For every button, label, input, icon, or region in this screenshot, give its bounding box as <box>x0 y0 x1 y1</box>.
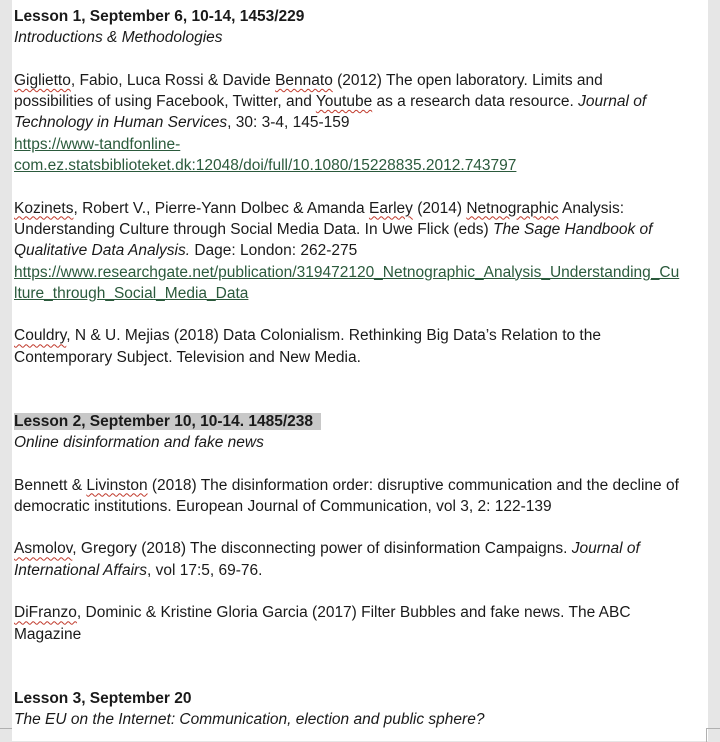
lesson-2-reference-2: Asmolov, Gregory (2018) The disconnecting power of disinformation Campaigns. Journal of International Affairs, vol 17:5, 69-76. <box>14 540 640 579</box>
lesson-2-subtitle: Online disinformation and fake news <box>14 433 264 451</box>
lesson-1-subtitle: Introductions & Methodologies <box>14 29 223 47</box>
reference-link[interactable]: lture_through_Social_Media_Data <box>14 284 249 302</box>
lesson-2-title: Lesson 2, September 10, 10-14. 1485/238 <box>14 413 321 430</box>
misspelled-word[interactable]: DiFranzo <box>14 604 77 622</box>
lesson-1-reference-2: Kozinets, Robert V., Pierre-Yann Dolbec & Amanda Earley (2014) Netnographic Analysis: Understanding Culture through Social Media Data. In Uwe Flick (eds) The Sage Handbook of Qualitative Data Analysis. Dage: London: 262-275 https://www.researchgate.net/publication/319472120_Netnographic_Analysis_Understanding_Cu lture_through_Social_Media_Data <box>14 199 680 302</box>
reference-link[interactable]: com.ez.statsbiblioteket.dk:12048/doi/full/10.1080/15228835.2012.743797 <box>14 157 517 175</box>
reference-link[interactable]: https://www-tandfonline- <box>14 135 181 153</box>
misspelled-word[interactable]: Kozinets <box>14 199 74 217</box>
lesson-3-subtitle: The EU on the Internet: Communication, election and public sphere? <box>14 710 485 728</box>
lesson-1-reference-3: Couldry, N & U. Mejias (2018) Data Colonialism. Rethinking Big Data’s Relation to the Contemporary Subject. Television and New Media. <box>14 327 601 366</box>
lesson-3-title: Lesson 3, September 20 <box>14 689 192 707</box>
lesson-2-reference-3: DiFranzo, Dominic & Kristine Gloria Garcia (2017) Filter Bubbles and fake news. The ABC Magazine <box>14 604 631 643</box>
lesson-1-title: Lesson 1, September 6, 10-14, 1453/229 <box>14 8 305 25</box>
misspelled-word[interactable]: Giglietto <box>14 71 71 89</box>
misspelled-word[interactable]: Earley <box>368 199 413 217</box>
misspelled-word[interactable]: Asmolov <box>14 540 73 558</box>
lesson-1-reference-1: Giglietto, Fabio, Luca Rossi & Davide Bennato (2012) The open laboratory. Limits and possibilities of using Facebook, Twitter, and Youtube as a research data resource. Journal of Technology in Human Services, 30: 3-4, 145-159 https://www-tandfonline- com.ez.statsbiblioteket.dk:12048/doi/full/10.1080/15228835.2012.743797 <box>14 71 647 175</box>
misspelled-word[interactable]: Livinston <box>86 476 148 494</box>
page-corner-mark-left <box>0 728 12 742</box>
page-corner-mark-right <box>706 728 720 742</box>
misspelled-word[interactable]: Couldry <box>14 327 67 345</box>
document-page <box>12 0 708 741</box>
document-body <box>14 6 706 730</box>
reference-link[interactable]: https://www.researchgate.net/publication/319472120_Netnographic_Analysis_Understanding_Cu <box>14 263 680 281</box>
lesson-2-reference-1: Bennett & Livinston (2018) The disinformation order: disruptive communication and the decline of democratic institutions. European Journal of Communication, vol 3, 2: 122-139 <box>14 476 679 515</box>
misspelled-word[interactable]: Youtube <box>315 93 373 111</box>
misspelled-word[interactable]: Netnographic <box>466 199 559 217</box>
misspelled-word[interactable]: Bennato <box>275 71 333 89</box>
